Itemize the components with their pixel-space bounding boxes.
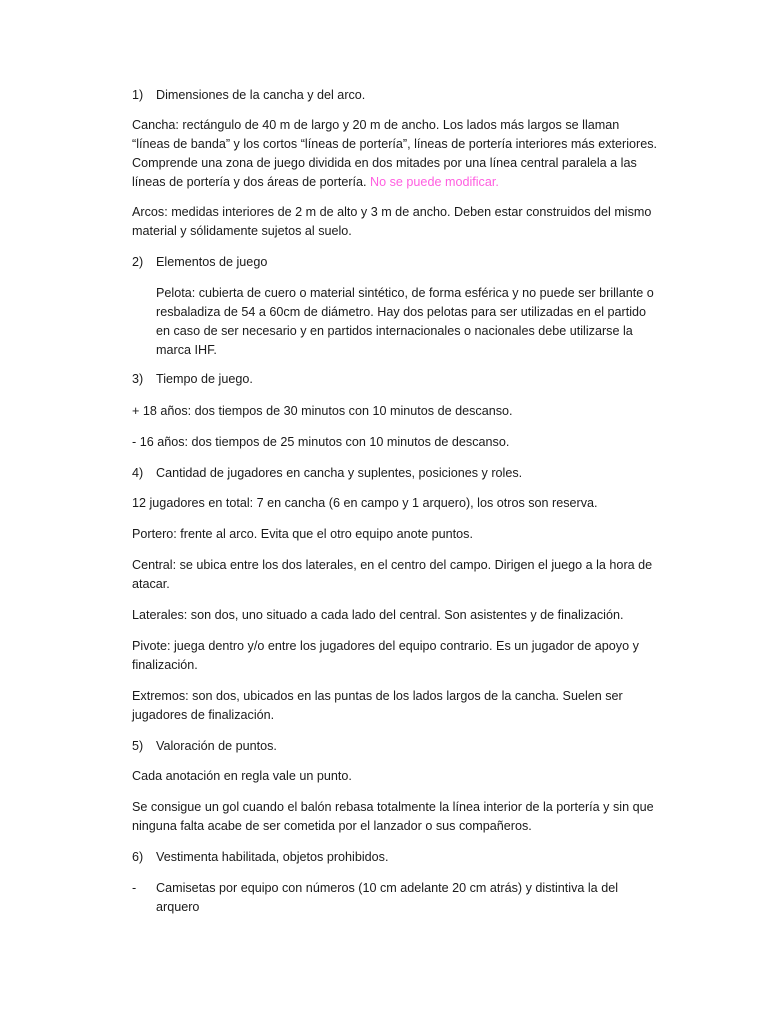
cancha-note: No se puede modificar. xyxy=(370,175,499,189)
heading-2-text: Elementos de juego xyxy=(156,255,268,269)
extremos-paragraph: Extremos: son dos, ubicados en las puntas de los lados largos de la cancha. Suelen ser jugadores de finalización. xyxy=(132,689,623,722)
heading-3-text: Tiempo de juego. xyxy=(156,372,253,386)
heading-6-text: Vestimenta habilitada, objetos prohibidos. xyxy=(156,850,389,864)
heading-2-number: 2) xyxy=(132,255,144,269)
heading-6-number: 6) xyxy=(132,850,144,864)
heading-6 xyxy=(132,848,660,867)
heading-5-text: Valoración de puntos. xyxy=(156,739,277,753)
heading-3-number: 3) xyxy=(132,372,144,386)
cancha-text: Cancha: rectángulo de 40 m de largo y 20 m de ancho. Los lados más largos se llaman “líneas de banda” y los cortos “líneas de portería”, líneas de portería interiores más exteriores. Comprende una zona de juego dividida en dos mitades por una línea central paralela a las líneas de portería y dos áreas de portería. xyxy=(132,118,657,189)
bullet-item-1-text: Camisetas por equipo con números (10 cm adelante 20 cm atrás) y distintiva la del arquero xyxy=(156,881,618,914)
heading-5 xyxy=(132,737,660,756)
jugadores-paragraph: 12 jugadores en total: 7 en cancha (6 en campo y 1 arquero), los otros son reserva. xyxy=(132,496,598,510)
pivote-paragraph: Pivote: juega dentro y/o entre los jugadores del equipo contrario. Es un jugador de apoyo y finalización. xyxy=(132,639,639,672)
central-paragraph: Central: se ubica entre los dos laterales, en el centro del campo. Dirigen el juego a la hora de atacar. xyxy=(132,558,653,591)
gol-paragraph: Se consigue un gol cuando el balón rebasa totalmente la línea interior de la portería y sin que ninguna falta acabe de ser cometida por el lanzador o sus compañeros. xyxy=(132,800,654,833)
cancha-paragraph xyxy=(132,116,660,192)
heading-4-number: 4) xyxy=(132,466,144,480)
heading-1-text: Dimensiones de la cancha y del arco. xyxy=(156,88,366,102)
heading-4-text: Cantidad de jugadores en cancha y suplentes, posiciones y roles. xyxy=(156,466,523,480)
bullet-marker: - xyxy=(132,881,137,895)
bullet-item-1 xyxy=(132,879,660,917)
portero-paragraph: Portero: frente al arco. Evita que el otro equipo anote puntos. xyxy=(132,527,473,541)
tiempo-mas18-paragraph: + 18 años: dos tiempos de 30 minutos con 10 minutos de descanso. xyxy=(132,404,513,418)
tiempo-menos16-paragraph: - 16 años: dos tiempos de 25 minutos con 10 minutos de descanso. xyxy=(132,435,510,449)
heading-1-number: 1) xyxy=(132,88,144,102)
heading-1 xyxy=(132,86,660,105)
heading-2 xyxy=(132,253,660,272)
arcos-paragraph: Arcos: medidas interiores de 2 m de alto y 3 m de ancho. Deben estar construidos del mismo material y sólidamente sujetos al suelo. xyxy=(132,205,652,238)
heading-5-number: 5) xyxy=(132,739,144,753)
heading-3 xyxy=(132,370,660,389)
pelota-paragraph: Pelota: cubierta de cuero o material sintético, de forma esférica y no puede ser brillante o resbaladiza de 54 a 60cm de diámetro. Hay dos pelotas para ser utilizadas en el partido en caso de ser necesario y en partidos internacionales o nacionales debe utilizarse la marca IHF. xyxy=(156,286,654,357)
heading-4 xyxy=(132,464,660,483)
laterales-paragraph: Laterales: son dos, uno situado a cada lado del central. Son asistentes y de finalización. xyxy=(132,608,624,622)
anotacion-paragraph: Cada anotación en regla vale un punto. xyxy=(132,769,352,783)
